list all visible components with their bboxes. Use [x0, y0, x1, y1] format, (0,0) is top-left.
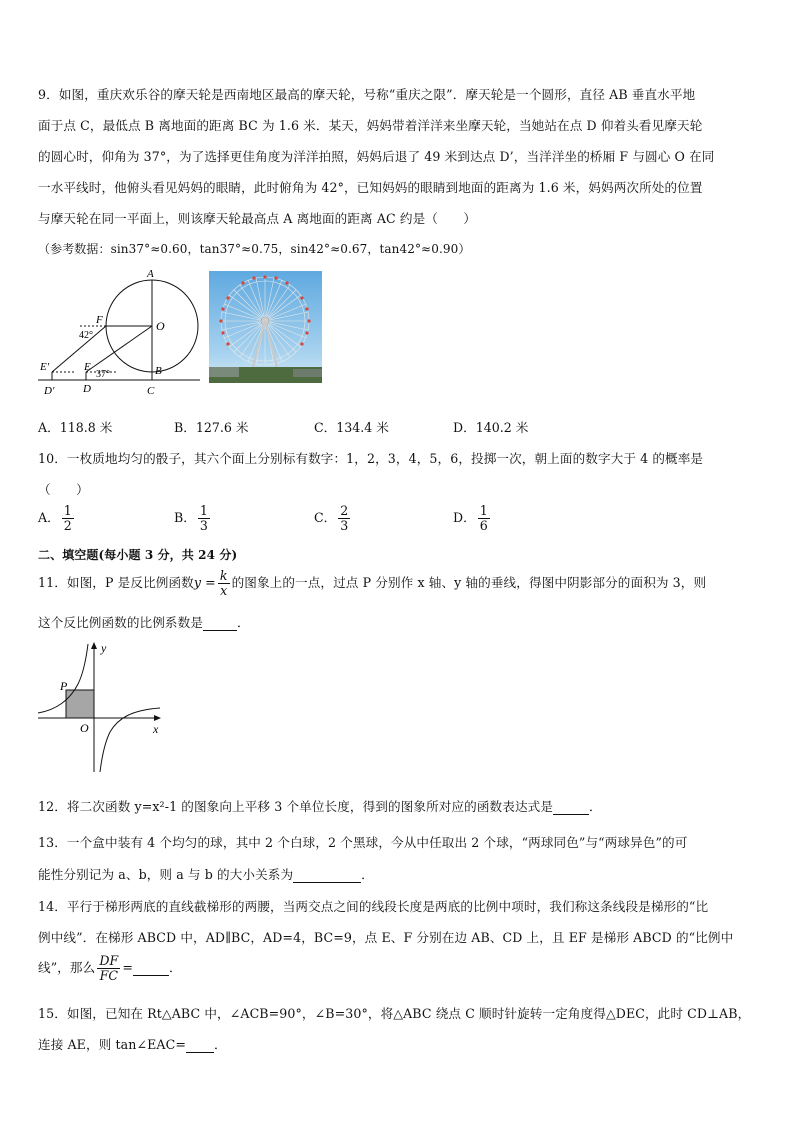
q11-line-1: 11．如图，P 是反比例函数y = $\frac{k}{x}$ 的图象上的一点，过点 P 分别作 x 轴、y 轴的垂线，得图中阴影部分的面积为 3，则 [38, 568, 707, 598]
q9-option-d[interactable]: D．140.2 米 [453, 420, 529, 435]
q12-answer-blank[interactable] [553, 799, 589, 815]
axis-label-x: x [153, 722, 159, 736]
q15-line-1: 15．如图，已知在 Rt△ABC 中，∠ACB=90°，∠B=30°，将△ABC 绕点 C 顺时针旋转一定角度得△DEC，此时 CD⊥AB， [38, 1006, 751, 1021]
label-o: O [156, 319, 165, 333]
axis-label-y: y [101, 641, 107, 655]
point-label-p: P [60, 679, 68, 693]
label-f: F [96, 314, 103, 326]
q11-line-2: 这个反比例函数的比例系数是 ． [38, 615, 250, 630]
q14-line-1: 14．平行于梯形两底的直线截梯形的两腰，当两交点之间的线段长度是两底的比例中项时，我们称这条线段是梯形的“比 [38, 899, 709, 914]
q13-answer-blank[interactable] [293, 867, 361, 883]
q10-option-d[interactable]: D． $\frac{1}{6}$ [453, 503, 488, 533]
q10-option-c[interactable]: C． $\frac{2}{3}$ [314, 503, 349, 533]
label-d-prime: D′ [44, 385, 55, 397]
shaded-rectangle [66, 690, 94, 718]
origin-label-o: O [80, 721, 89, 735]
q14-answer-blank[interactable] [133, 960, 169, 976]
q10-line-2: （ ） [38, 482, 89, 497]
q15-answer-blank[interactable] [186, 1037, 214, 1053]
q14-line-3: 线”，那么 $\frac{DF}{FC}$ = ． [38, 953, 182, 983]
inverse-proportion-graph [36, 638, 166, 776]
label-42: 42° [79, 330, 93, 341]
label-37: 37° [96, 369, 110, 380]
q9-option-c[interactable]: C．134.4 米 [314, 420, 389, 435]
label-d: D [83, 383, 91, 395]
q9-option-b[interactable]: B．127.6 米 [174, 420, 249, 435]
q15-line-2: 连接 AE，则 tan∠EAC= ． [38, 1037, 227, 1052]
q10-option-b[interactable]: B． $\frac{1}{3}$ [174, 503, 208, 533]
q9-line-1: 9．如图，重庆欢乐谷的摩天轮是西南地区最高的摩天轮，号称“重庆之限”．摩天轮是一个圆形，直径 AB 垂直水平地 [38, 87, 696, 102]
q12-line: 12．将二次函数 y=x²-1 的图象向上平移 3 个单位长度，得到的图象所对应的函数表达式是 ． [38, 799, 602, 814]
q14-line-2: 例中线”．在梯形 ABCD 中，AD∥BC，AD=4，BC=9，点 E、F 分别在边 AB、CD 上，且 EF 是梯形 ABCD 的“比例中 [38, 930, 734, 945]
q9-line-3: 的圆心时，仰角为 37°，为了选择更佳角度为洋洋拍照，妈妈后退了 49 米到达点 D’，当洋洋坐的桥厢 F 与圆心 O 在同 [38, 149, 715, 164]
q11-answer-blank[interactable] [203, 615, 237, 631]
ferris-wheel-photo [209, 271, 322, 383]
q10-option-a[interactable]: A． $\frac{1}{2}$ [38, 503, 72, 533]
ferris-wheel-diagram [34, 266, 204, 398]
q9-line-5: 与摩天轮在同一平面上，则该摩天轮最高点 A 离地面的距离 AC 约是（ ） [38, 211, 477, 226]
q10-line-1: 10．一枚质地均匀的骰子，其六个面上分别标有数字：1，2，3，4，5，6，投掷一次，朝上面的数字大于 4 的概率是 [38, 451, 704, 466]
section-heading-fill-blank: 二、填空题(每小题 3 分，共 24 分) [38, 548, 238, 562]
q13-line-2: 能性分别记为 a、b，则 a 与 b 的大小关系为 ． [38, 867, 374, 882]
label-e: E [84, 361, 91, 373]
q9-line-4: 一水平线时，他俯头看见妈妈的眼睛，此时俯角为 42°，已知妈妈的眼睛到地面的距离为 1.6 米，妈妈两次所处的位置 [38, 180, 703, 195]
label-e-prime: E′ [40, 361, 50, 373]
q9-line-2: 面于点 C，最低点 B 离地面的距离 BC 为 1.6 米．某天，妈妈带着洋洋来坐摩天轮，当她站在点 D 仰着头看见摩天轮 [38, 118, 703, 133]
label-a: A [147, 268, 154, 280]
label-c: C [147, 385, 155, 397]
q9-option-a[interactable]: A．118.8 米 [38, 420, 113, 435]
label-b: B [155, 365, 162, 377]
line-eo [86, 326, 152, 372]
q9-reference-data: （参考数据：sin37°≈0.60，tan37°≈0.75，sin42°≈0.67，tan42°≈0.90） [38, 242, 471, 256]
q13-line-1: 13．一个盒中装有 4 个均匀的球，其中 2 个白球，2 个黑球，今从中任取出 2 个球，“两球同色”与“两球异色”的可 [38, 835, 688, 850]
